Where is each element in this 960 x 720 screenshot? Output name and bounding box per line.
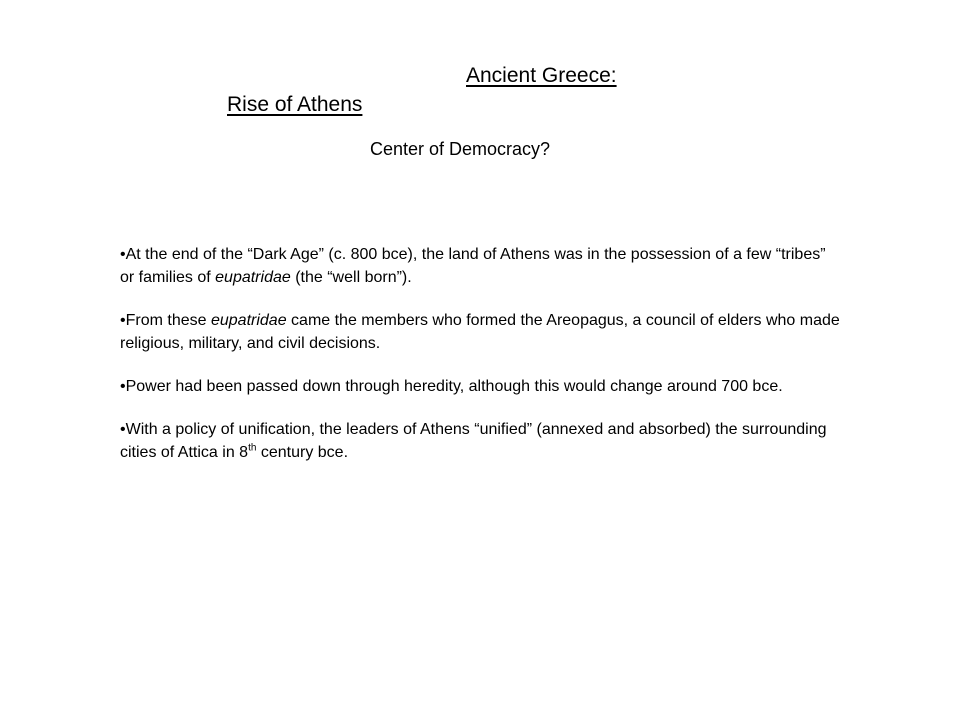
bullet-text: (the “well born”). [290, 269, 412, 286]
bullet-emphasis: eupatridae [215, 269, 291, 286]
bullet-item [120, 418, 840, 464]
bullet-emphasis: eupatridae [210, 312, 287, 329]
bullet-item [120, 243, 840, 289]
bullet-marker: • [120, 421, 126, 438]
bullet-text: At the end of the “Dark Age” (c. 800 bce), the land of Athens was in the possession of a few “tribes” or families of [120, 246, 826, 286]
ordinal-suffix: th [248, 442, 257, 454]
bullet-text: came the members who formed the Areopagus, a council of elders who made religious, military, and civil decisions. [120, 312, 840, 352]
bullet-marker: • [120, 312, 126, 329]
slide-title: Ancient Greece: [466, 64, 617, 87]
bullet-text: century bce. [256, 444, 349, 461]
bullet-text: With a policy of unification, the leaders of Athens “unified” (annexed and absorbed) the surrounding cities of Attica in 8 [120, 421, 827, 461]
bullet-list [120, 243, 840, 484]
slide-heading: Rise of Athens [227, 93, 363, 116]
bullet-text: Power had been passed down through heredity, although this would change around 700 bce. [125, 378, 783, 395]
bullet-item [120, 375, 840, 398]
bullet-text: From these [125, 312, 211, 329]
bullet-marker: • [120, 378, 126, 395]
slide-question: Center of Democracy? [370, 139, 551, 159]
bullet-marker: • [120, 246, 126, 263]
bullet-item [120, 309, 840, 355]
